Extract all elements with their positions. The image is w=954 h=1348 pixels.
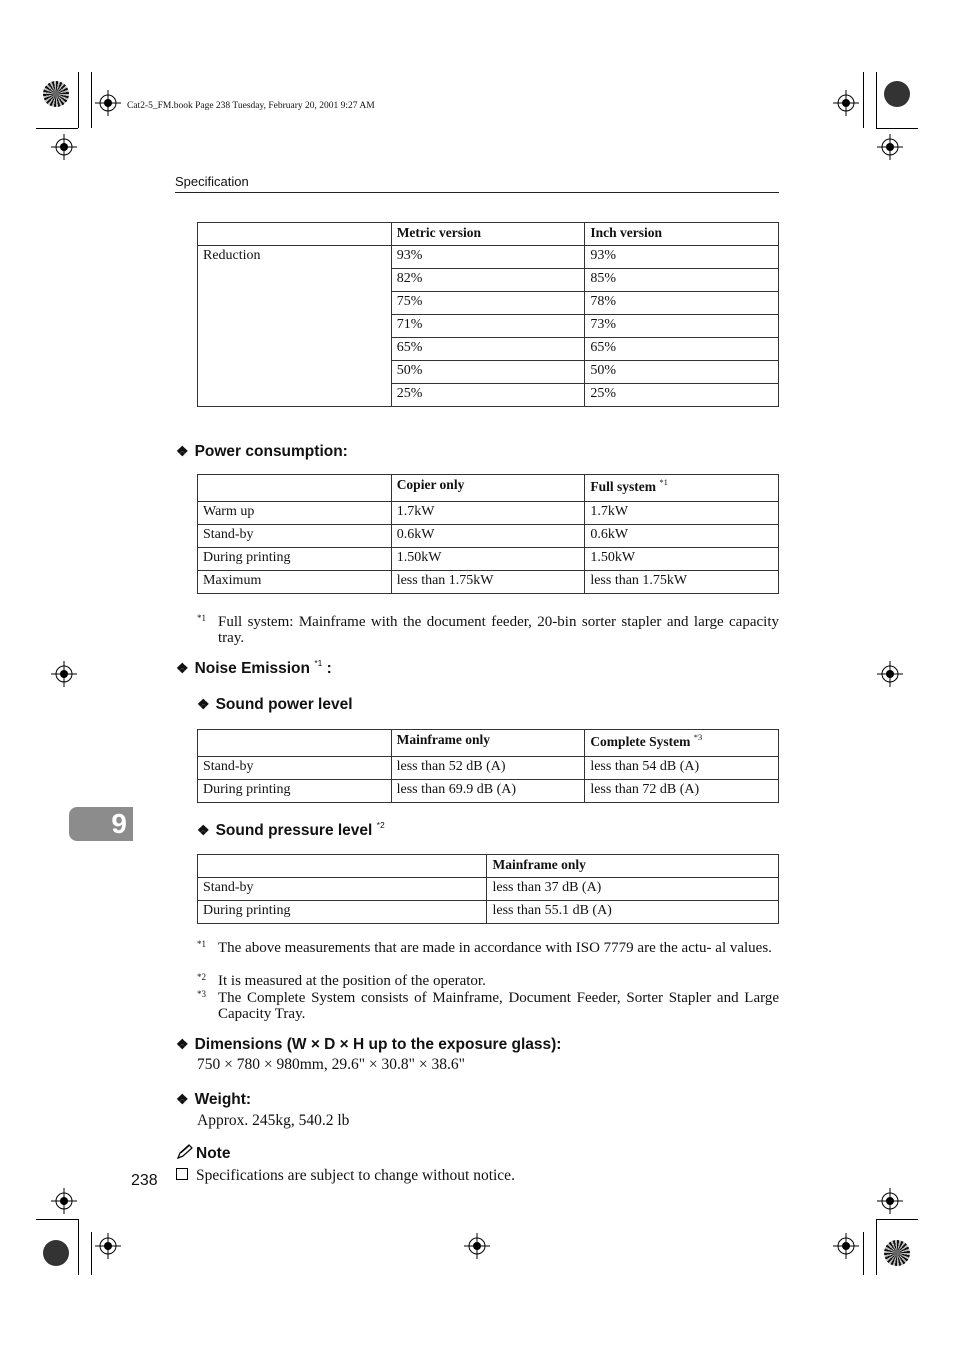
footnote-ref: *3 (693, 732, 703, 742)
page-number: 238 (131, 1172, 158, 1189)
footnote-ref: *1 (659, 477, 668, 487)
table-cell: 78% (585, 292, 779, 315)
table-row (198, 757, 779, 780)
header-rule (175, 192, 779, 193)
table-cell: During printing (198, 780, 392, 803)
power-table (197, 474, 779, 594)
table-cell: 25% (391, 384, 585, 407)
chapter-tab (69, 807, 133, 841)
table-cell: 0.6kW (391, 525, 585, 548)
table-cell: 50% (585, 361, 779, 384)
weight-heading-text: Weight: (194, 1091, 252, 1108)
table-header-cell (198, 475, 392, 502)
row-label: Reduction (198, 246, 392, 407)
registration-target-icon (833, 1233, 859, 1259)
table-cell: 25% (585, 384, 779, 407)
table-cell: 71% (391, 315, 585, 338)
chapter-number: 9 (111, 808, 127, 839)
registration-target-icon (877, 1188, 903, 1214)
note-item-text: Specifications are subject to change without notice. (196, 1167, 515, 1184)
table-row (198, 901, 779, 924)
noise-heading-text: Noise Emission (194, 660, 310, 677)
weight-heading (176, 1091, 251, 1109)
sound-power-table (197, 729, 779, 803)
power-heading-text: Power consumption: (194, 443, 348, 460)
registration-target-icon (464, 1233, 490, 1259)
registration-target-icon (95, 90, 121, 116)
table-row (198, 246, 779, 269)
table-cell: less than 52 dB (A) (391, 757, 585, 780)
table-cell: less than 1.75kW (585, 571, 779, 594)
table-header-cell: Mainframe only (487, 855, 779, 878)
table-header-cell: Mainframe only (391, 730, 585, 757)
table-cell: During printing (198, 901, 487, 924)
table-cell: Stand-by (198, 878, 487, 901)
table-header-cell: Inch version (585, 223, 779, 246)
registration-target-icon (877, 134, 903, 160)
file-header: Cat2-5_FM.book Page 238 Tuesday, February 20, 2001 9:27 AM (127, 101, 375, 111)
power-heading (176, 443, 348, 461)
diamond-bullet-icon: ❖ (176, 1036, 189, 1052)
footnote-text: The Complete System consists of Mainframe, Document Feeder, Sorter Stapler and Large Capacity Tray. (218, 990, 779, 1022)
sound-power-heading-text: Sound power level (215, 696, 353, 713)
diamond-bullet-icon: ❖ (197, 822, 210, 838)
footnote-mark: *2 (197, 972, 206, 982)
dimensions-value: 750 × 780 × 980mm, 29.6" × 30.8" × 38.6" (197, 1056, 465, 1073)
registration-disc-icon (43, 1240, 69, 1266)
table-header-row (198, 855, 779, 878)
table-cell: 82% (391, 269, 585, 292)
table-header-cell: Metric version (391, 223, 585, 246)
table-cell: 65% (585, 338, 779, 361)
footnote-ref: *1 (314, 658, 323, 668)
footnote-mark: *1 (197, 613, 206, 623)
sound-pressure-heading (197, 822, 385, 840)
table-row (198, 780, 779, 803)
footnote-ref: *2 (376, 820, 385, 830)
registration-target-icon (95, 1233, 121, 1259)
registration-disc-icon (43, 81, 69, 107)
table-header-cell (585, 730, 779, 757)
header-text: Full system (590, 479, 656, 494)
registration-disc-icon (884, 81, 910, 107)
registration-target-icon (51, 661, 77, 687)
table-cell: less than 69.9 dB (A) (391, 780, 585, 803)
table-cell: 1.50kW (391, 548, 585, 571)
table-cell: 73% (585, 315, 779, 338)
table-header-row (198, 730, 779, 757)
table-cell: Stand-by (198, 757, 392, 780)
reduction-table (197, 222, 779, 407)
table-cell: 50% (391, 361, 585, 384)
table-cell: 75% (391, 292, 585, 315)
sound-power-heading (197, 696, 353, 714)
table-cell: 93% (391, 246, 585, 269)
table-cell: less than 1.75kW (391, 571, 585, 594)
table-cell: During printing (198, 548, 392, 571)
table-row (198, 548, 779, 571)
checkbox-bullet-icon (176, 1168, 188, 1180)
table-header-cell (198, 223, 392, 246)
table-cell: 1.50kW (585, 548, 779, 571)
footnote-text: The above measurements that are made in accordance with ISO 7779 are the actu- al values. (218, 940, 772, 956)
footnote-mark: *3 (197, 989, 206, 999)
footnote-text: It is measured at the position of the operator. (218, 973, 486, 989)
table-cell: 0.6kW (585, 525, 779, 548)
registration-disc-icon (884, 1240, 910, 1266)
table-header-row (198, 223, 779, 246)
heading-colon: : (326, 660, 332, 677)
table-cell: 1.7kW (391, 502, 585, 525)
table-cell: less than 37 dB (A) (487, 878, 779, 901)
registration-target-icon (877, 661, 903, 687)
table-cell: less than 72 dB (A) (585, 780, 779, 803)
note-heading (176, 1144, 230, 1163)
footnote-mark: *1 (197, 939, 206, 949)
table-cell: 65% (391, 338, 585, 361)
table-cell: 1.7kW (585, 502, 779, 525)
table-cell: less than 54 dB (A) (585, 757, 779, 780)
table-row (198, 878, 779, 901)
diamond-bullet-icon: ❖ (176, 1091, 189, 1107)
sound-pressure-table (197, 854, 779, 924)
table-cell: 85% (585, 269, 779, 292)
diamond-bullet-icon: ❖ (176, 660, 189, 676)
table-cell: Maximum (198, 571, 392, 594)
table-cell: Stand-by (198, 525, 392, 548)
footnote-text: Full system: Mainframe with the document feeder, 20-bin sorter stapler and large capacity tray. (218, 614, 779, 646)
pencil-icon (176, 1144, 194, 1160)
sound-pressure-heading-text: Sound pressure level (215, 822, 373, 839)
table-cell: less than 55.1 dB (A) (487, 901, 779, 924)
dimensions-heading-text: Dimensions (W × D × H up to the exposure glass): (194, 1036, 562, 1053)
note-item (176, 1167, 515, 1185)
table-row (198, 502, 779, 525)
table-row (198, 571, 779, 594)
diamond-bullet-icon: ❖ (197, 696, 210, 712)
registration-target-icon (833, 90, 859, 116)
registration-target-icon (51, 1188, 77, 1214)
header-text: Complete System (590, 734, 691, 749)
diamond-bullet-icon: ❖ (176, 443, 189, 459)
weight-value: Approx. 245kg, 540.2 lb (197, 1112, 350, 1129)
registration-target-icon (51, 134, 77, 160)
table-header-cell (585, 475, 779, 502)
table-header-cell: Copier only (391, 475, 585, 502)
table-cell: Warm up (198, 502, 392, 525)
table-header-cell (198, 730, 392, 757)
noise-heading (176, 660, 332, 678)
table-header-cell (198, 855, 487, 878)
table-row (198, 525, 779, 548)
running-header: Specification (175, 174, 249, 189)
table-header-row (198, 475, 779, 502)
table-cell: 93% (585, 246, 779, 269)
note-heading-text: Note (196, 1145, 231, 1162)
dimensions-heading (176, 1036, 561, 1054)
